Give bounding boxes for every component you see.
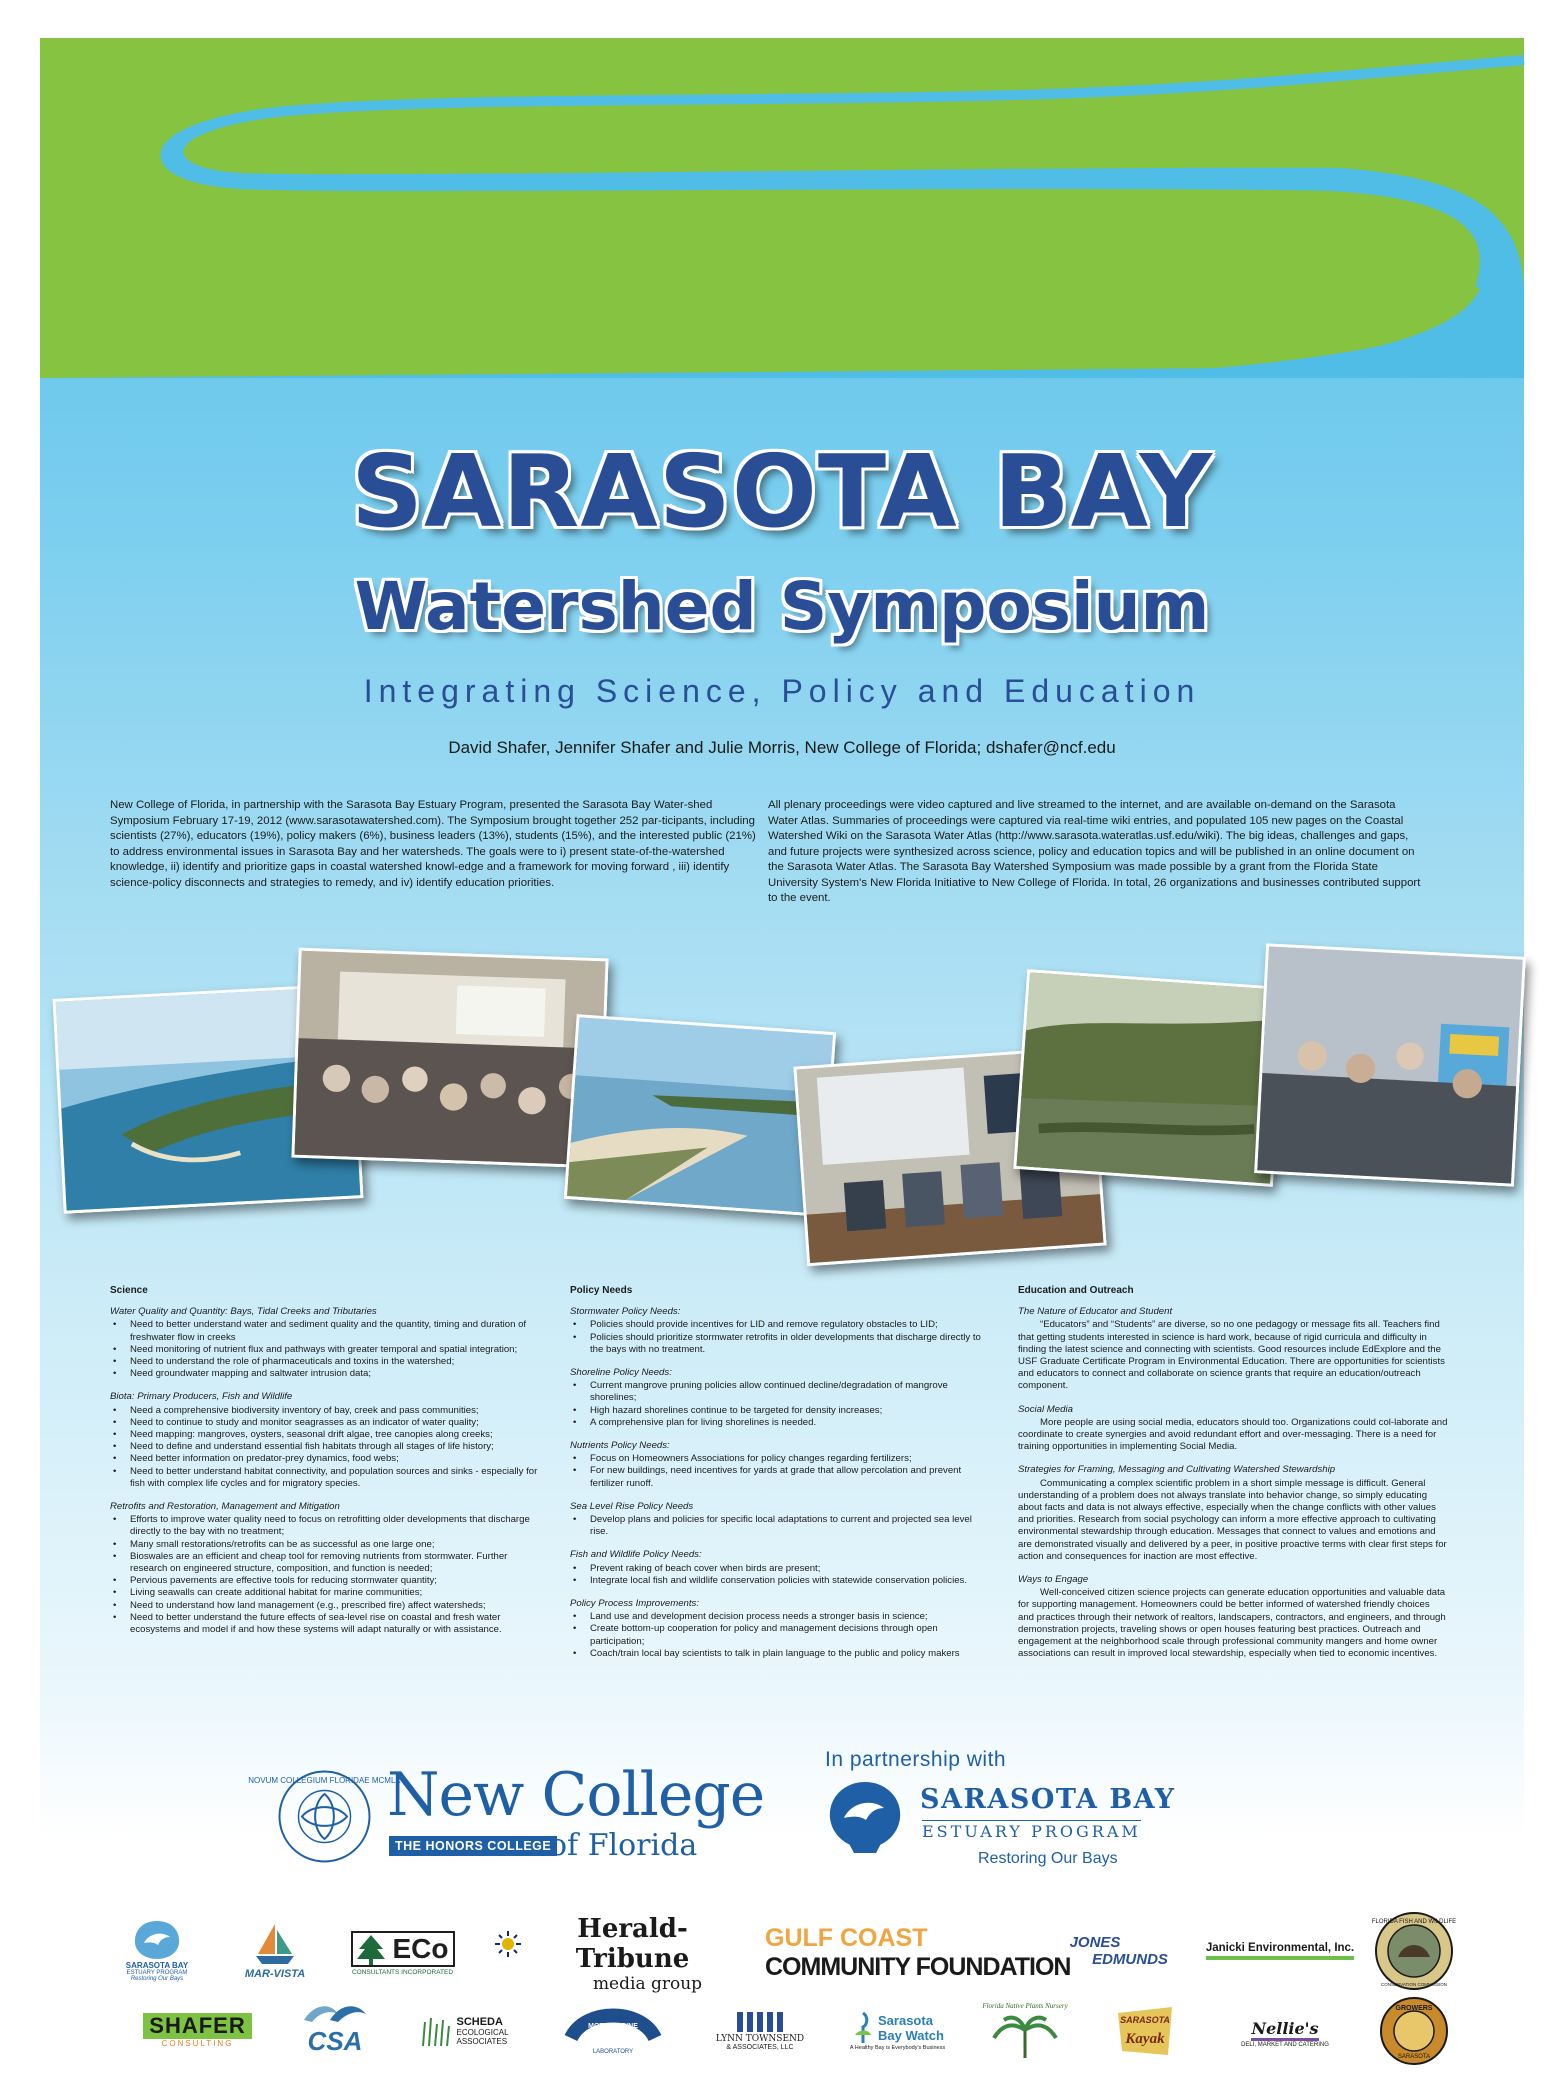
fwc-seal-icon: [1371, 1911, 1457, 1991]
grass-icon: [419, 2016, 453, 2046]
sponsor-name: CSA: [307, 2026, 363, 2056]
sponsor-name: Sarasota: [878, 2012, 933, 2028]
sponsor-name: FLORIDA FISH AND WILDLIFE: [1371, 1919, 1457, 1925]
sponsor-eco: [335, 1923, 470, 1983]
list-item: • Pervious pavements are effective tools for reducing stormwater quantity;: [110, 1575, 540, 1587]
sponsor-tag: A Healthy Bay is Everybody's Business: [849, 2044, 946, 2051]
title-line-2: Watershed Symposium: [354, 568, 1210, 645]
education-group: [1018, 1404, 1448, 1454]
sponsor-mote: [560, 1993, 665, 2063]
education-group-title: The Nature of Educator and Student: [1018, 1306, 1173, 1318]
ncf-honors: THE HONORS COLLEGE: [389, 1836, 557, 1856]
sponsor-sarasota-kayak: [1100, 1998, 1190, 2063]
sponsor-name: GULF COAST: [765, 1924, 928, 1952]
policy-group-title: Sea Level Rise Policy Needs: [570, 1500, 694, 1512]
sponsor-janicki: [1205, 1931, 1355, 1971]
river-banner-graphic: [40, 38, 1524, 378]
sponsor-gulf-coast: [765, 1918, 1071, 1988]
tree-icon: [353, 1933, 389, 1965]
ncf-of-florida: of Florida: [549, 1828, 698, 1863]
photo-beach-shoreline: [564, 1014, 836, 1217]
sponsor-sbep: [102, 1905, 212, 1995]
sbep-program: ESTUARY PROGRAM: [922, 1822, 1141, 1841]
education-group-title: Strategies for Framing, Messaging and Cultivating Watershed Stewardship: [1018, 1464, 1336, 1476]
science-group: [110, 1501, 540, 1636]
growers-seal-icon: [1379, 1996, 1449, 2066]
science-group-title: Retrofits and Restoration, Management and Mitigation: [110, 1501, 340, 1513]
sponsor-shafer: [135, 2003, 260, 2058]
sponsor-csa: [285, 1996, 385, 2061]
education-group-title: Ways to Engage: [1018, 1574, 1089, 1586]
sponsor-sub: ECOLOGICAL ASSOCIATES: [456, 2028, 509, 2046]
policy-group: [570, 1549, 990, 1587]
sbep-tagline: Restoring Our Bays: [978, 1850, 1118, 1867]
education-heading: Education and Outreach: [1018, 1285, 1134, 1296]
list-item: • Prevent raking of beach cover when birds are present;: [570, 1563, 990, 1575]
palm-icon: [980, 1998, 1070, 2064]
list-item: • Focus on Homeowners Associations for policy changes regarding fertilizers;: [570, 1453, 990, 1465]
science-group-title: Biota: Primary Producers, Fish and Wildlife: [110, 1391, 293, 1403]
sponsor-mar-vista: [230, 1910, 320, 1990]
sponsor-growers: [1375, 1993, 1453, 2068]
list-item: • Current mangrove pruning policies allow continued decline/degradation of mangrove shorelines;: [570, 1380, 990, 1404]
sponsor-jones-edmunds: [1045, 1923, 1185, 1978]
sponsor-sub: LABORATORY: [592, 2049, 633, 2055]
policy-group: [570, 1306, 990, 1356]
sponsor-sub: Bay Watch: [878, 2027, 944, 2043]
sponsor-sub: CONSERVATION COMMISSION: [1380, 1982, 1448, 1987]
education-group: [1018, 1464, 1448, 1563]
sponsor-sub: media group: [592, 1973, 703, 1994]
policy-group: [570, 1501, 990, 1539]
dolphins-icon: [300, 2000, 370, 2026]
education-group: [1018, 1306, 1448, 1392]
mote-arc-icon: [565, 1998, 661, 2058]
policy-group-title: Shoreline Policy Needs:: [570, 1367, 672, 1379]
policy-group-title: Fish and Wildlife Policy Needs:: [570, 1549, 702, 1561]
list-item: • Need to understand how land management (e.g., prescribed fire) affect watersheds;: [110, 1600, 540, 1612]
list-item: • Many small restorations/retrofits can be as successful as one large one;: [110, 1539, 540, 1551]
list-item: • Integrate local fish and wildlife conservation policies with statewide conservation policies.: [570, 1575, 990, 1587]
heron-icon: [851, 2011, 875, 2045]
list-item: • Need groundwater mapping and saltwater intrusion data;: [110, 1368, 540, 1380]
list-item: • Policies should prioritize stormwater retrofits in older developments that discharge directly to the bays with no treatment.: [570, 1332, 990, 1356]
science-group: [110, 1306, 540, 1380]
new-college-logo: [248, 1760, 765, 1886]
policy-group: [570, 1367, 990, 1429]
sponsor-fwc: [1365, 1906, 1463, 1996]
list-item: • Need to understand the role of pharmaceuticals and toxins in the watershed;: [110, 1356, 540, 1368]
sailboat-icon: [250, 1920, 300, 1968]
sponsor-sub: SARASOTA: [1397, 2053, 1431, 2060]
science-group-title: Water Quality and Quantity: Bays, Tidal Creeks and Tributaries: [110, 1306, 377, 1318]
sponsor-name: MAR-VISTA: [244, 1968, 306, 1980]
sbep-name: SARASOTA BAY: [920, 1784, 1176, 1815]
list-item: • Develop plans and policies for specific local adaptations to current and projected sea level rise.: [570, 1514, 990, 1538]
sponsor-name: Janicki Environmental, Inc.: [1206, 1942, 1354, 1960]
list-item: • Bioswales are an efficient and cheap tool for removing nutrients from stormwater. Further research on engineered structure, composition, and function is needed;: [110, 1551, 540, 1575]
list-item: • Efforts to improve water quality need to focus on retrofitting older developments that discharge directly to the bay with no treatment;: [110, 1514, 540, 1538]
list-item: • Need to better understand water and sediment quality and the quantity, timing and duration of freshwater flow in creeks: [110, 1319, 540, 1343]
sponsor-native-plants: [975, 1996, 1075, 2066]
education-group-text: Communicating a complex scientific problem in a short simple message is difficult. General understanding of a problem does not always translate into behavior change, so simply educating about facts and data is not always effective, especially when the change conflicts with other values and priorities. Research from social psychology can inform a more effective approach to cultivating environmental stewardship through education. Messages that connect to values and emotions and are demonstrated visually and delivered by a peer, in positive proactive terms with clear first steps for action and consequences for inaction are most effective.: [1018, 1477, 1447, 1562]
sponsor-scheda: [410, 2006, 535, 2056]
policy-group: [570, 1440, 990, 1490]
policy-group-title: Nutrients Policy Needs:: [570, 1440, 670, 1452]
partnership-label: In partnership with: [825, 1748, 1007, 1771]
science-heading: Science: [110, 1285, 148, 1296]
sbep-small-icon: [132, 1919, 182, 1961]
sponsor-name: GROWERS: [1395, 2004, 1433, 2012]
list-item: • Need to continue to study and monitor seagrasses as an indicator of water quality;: [110, 1417, 540, 1429]
policy-group-title: Stormwater Policy Needs:: [570, 1306, 681, 1318]
education-group-text: “Educators” and “Students” are diverse, so no one pedagogy or message fits all. Teachers find that getting students interested in science is hard work, because of rigid curricula and difficulty in finding the latest science and connecting with scientists. Good resources include EdExplore and the USF Graduate Certificate Program in Environmental Education. There are opportunities for scientists and educators to connect and collaborate on science grants that require an education/outreach component.: [1018, 1319, 1445, 1392]
poster: [40, 38, 1524, 2060]
education-group-title: Social Media: [1018, 1403, 1073, 1415]
list-item: • For new buildings, need incentives for yards at grade that allow percolation and prevent fertilizer runoff.: [570, 1465, 990, 1489]
sponsor-nellies: [1220, 2013, 1350, 2053]
sponsor-name: MOTE MARINE: [587, 2023, 638, 2030]
list-item: • Land use and development decision process needs a stronger basis in science;: [570, 1611, 990, 1623]
sponsor-lynn-townsend: [695, 2000, 825, 2060]
kayak-badge-icon: [1110, 2001, 1180, 2061]
sponsor-sub: & ASSOCIATES, LLC: [726, 2043, 794, 2051]
list-item: • Need better information on predator-prey dynamics, food webs;: [110, 1453, 540, 1465]
policy-heading: Policy Needs: [570, 1285, 633, 1296]
intro-right-paragraph: All plenary proceedings were video captured and live streamed to the internet, and are available on-demand on the Sarasota Water Atlas. Summaries of proceedings were captured via real-time wiki entries, and populated 105 new pages on the Coastal Watershed Wiki on the Sarasota Water Atlas (http://www.sarasota.wateratlas.usf.edu/wiki). The big ideas, challenges and gaps, and future projects were synthesized across science, policy and education topics and will be published in an online document on the Sarasota Water Atlas. The Sarasota Bay Watershed Symposium was made possible by a grant from the Florida State University System's New Florida Initiative to New College of Florida. In total, 26 organizations and businesses contributed support to the event.: [768, 799, 1421, 904]
sponsor-sub: CONSULTANTS INCORPORATED: [351, 1968, 454, 1976]
sbep-logo: [826, 1778, 1246, 1878]
sponsor-bay-watch: [840, 1998, 955, 2063]
sponsor-name: Nellie's: [1251, 2019, 1318, 2041]
education-group-text: Well-conceived citizen science projects can generate education opportunities and valuable data for supporting management. Homeowners could be better informed of watershed friendly choices and practices through their network of realtors, landscapers, contractors, and engineers, and through demonstration projects, traveling shows or open houses featuring best practices. Outreach and engagement at the neighborhood scale through professional community mangers and home owner associations can result in improved local stewardship, especially when tied to economic incentives.: [1018, 1587, 1446, 1660]
policy-group: [570, 1598, 990, 1660]
sponsor-name: Florida Native Plants Nursery: [982, 2002, 1068, 2010]
ncf-seal-icon: [248, 1769, 401, 1864]
sponsor-sub: EDMUNDS: [1092, 1950, 1168, 1968]
sun-icon: [495, 1931, 521, 1957]
sponsor-name: JONES: [1069, 1933, 1121, 1951]
sponsor-name: Herald-Tribune: [575, 1913, 690, 1974]
sponsor-sub: Kayak: [1125, 2030, 1165, 2047]
sponsor-name: SARASOTA: [1120, 2014, 1170, 2025]
list-item: • Coach/train local bay scientists to talk in plain language to the public and policy makers: [570, 1648, 990, 1660]
bars-icon: [735, 2010, 785, 2034]
list-item: • Need mapping: mangroves, oysters, seasonal drift algae, tree canopies along creeks;: [110, 1429, 540, 1441]
ncf-seal-text: NOVUM COLLEGIUM FLORIDAE MCMLX: [248, 1776, 401, 1785]
education-section: [1018, 1285, 1448, 1671]
tagline: Integrating Science, Policy and Education: [363, 673, 1201, 709]
sponsor-sub: CONSULTING: [161, 2039, 234, 2048]
list-item: • Need to better understand the future effects of sea-level rise on coastal and fresh water ecosystems and model if and how these systems will adapt naturally or with assistance.: [110, 1612, 540, 1636]
sponsor-name: SHAFER: [143, 2013, 251, 2039]
sponsor-sub: DELI, MARKET AND CATERING: [1241, 2041, 1329, 2048]
sponsor-tag: Restoring Our Bays: [130, 1975, 184, 1982]
education-group: [1018, 1574, 1448, 1660]
sponsor-name: ECo: [392, 1932, 449, 1964]
policy-group-title: Policy Process Improvements:: [570, 1598, 700, 1610]
list-item: • Need a comprehensive biodiversity inventory of bay, creek and pass communities;: [110, 1405, 540, 1417]
sbep-dolphin-icon: [826, 1778, 904, 1856]
ncf-name: New College: [387, 1760, 765, 1830]
list-item: • High hazard shorelines continue to be targeted for density increases;: [570, 1405, 990, 1417]
sponsor-herald-tribune: [495, 1913, 740, 1994]
list-item: • Need monitoring of nutrient flux and pathways with greater temporal and spatial integration;: [110, 1344, 540, 1356]
intro-left-paragraph: New College of Florida, in partnership with the Sarasota Bay Estuary Program, presented the Sarasota Bay Water-shed Symposium February 17-19, 2012 (www.sarasotawatershed.com). The Symposium brought together 252 par-ticipants, including scientists (27%), educators (19%), policy makers (6%), business leaders (13%), students (15%), and the interested public (21%) to address environmental issues in Sarasota Bay and her watersheds. The goals were to i) present state-of-the-watershed knowledge, ii) identify and prioritize gaps in coastal watershed knowl-edge and a framework for moving forward , iii) identify science-policy disconnects and strategies to remedy, and iv) identify education priorities.: [110, 799, 756, 889]
science-section: [110, 1285, 540, 1647]
science-group: [110, 1391, 540, 1490]
eco-box: [351, 1931, 455, 1967]
list-item: • Policies should provide incentives for LID and remove regulatory obstacles to LID;: [570, 1319, 990, 1331]
authors: David Shafer, Jennifer Shafer and Julie Morris, New College of Florida; dshafer@ncf.edu: [448, 738, 1116, 757]
photo-poster-session: [1254, 943, 1526, 1186]
list-item: • Need to better understand habitat connectivity, and population sources and sinks - especially for fish with complex life cycles and for migratory species.: [110, 1466, 540, 1490]
photo-conference-audience: [291, 948, 608, 1169]
list-item: • Need to define and understand essential fish habitats through all stages of life history;: [110, 1441, 540, 1453]
education-group-text: More people are using social media, educators should too. Organizations could col-laborate and coordinate to create synergies and avoid redundant effort and over-messaging. There is a need for training opportunities in implementing Social Media.: [1018, 1416, 1448, 1453]
list-item: • Living seawalls can create additional habitat for marine communities;: [110, 1587, 540, 1599]
photo-creek-vegetation: [1013, 969, 1286, 1187]
sponsor-sub: COMMUNITY FOUNDATION: [765, 1953, 1071, 1981]
sponsor-name: SARASOTA BAY: [125, 1960, 189, 1970]
policy-section: [570, 1285, 990, 1671]
sponsor-name: SCHEDA: [456, 2016, 503, 2028]
list-item: • A comprehensive plan for living shorelines is needed.: [570, 1417, 990, 1429]
sponsor-name: LYNN TOWNSEND: [715, 2033, 805, 2044]
sponsor-sub: ESTUARY PROGRAM: [126, 1969, 188, 1976]
title-line-1: SARASOTA BAY: [351, 433, 1213, 550]
list-item: • Create bottom-up cooperation for policy and management decisions through open participation;: [570, 1623, 990, 1647]
